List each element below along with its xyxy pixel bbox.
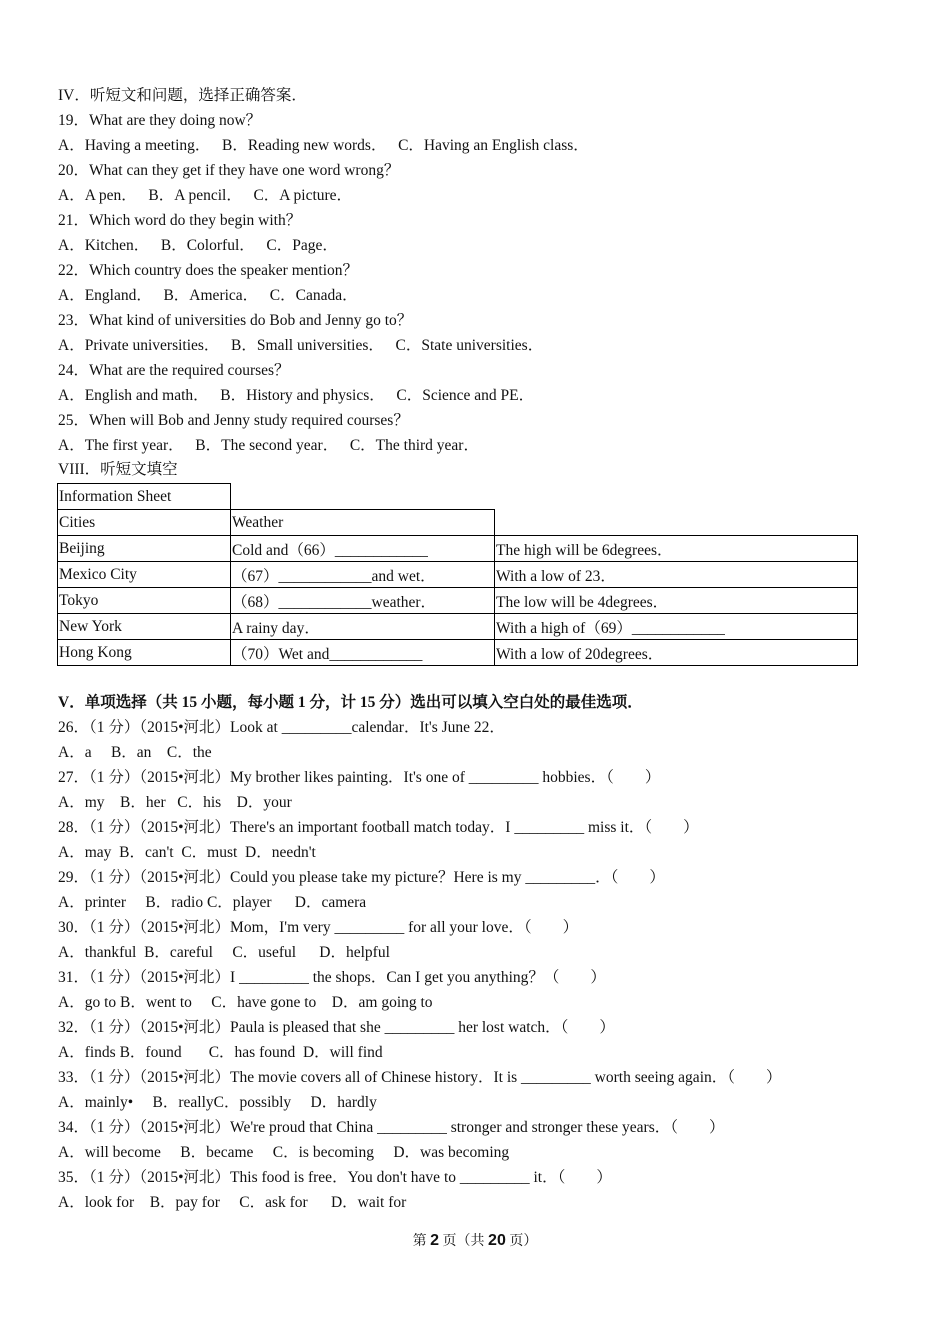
weather-cell: （67）____________and wet． bbox=[231, 562, 495, 588]
options-20: A．A pen． B．A pencil． C．A picture． bbox=[58, 187, 353, 204]
question-33: 33．（1 分）（2015•河北）The movie covers all of Chinese history．It is _________ worth seeing again．（ ） bbox=[58, 1069, 782, 1086]
question-20: 20．What can they get if they have one word wrong？ bbox=[58, 162, 400, 179]
city-cell: Tokyo bbox=[58, 588, 231, 614]
options-31: A．go to B．went to C．have gone to D．am going to bbox=[58, 994, 433, 1011]
city-cell: Hong Kong bbox=[58, 640, 231, 666]
table-row bbox=[58, 536, 858, 562]
options-21: A．Kitchen． B．Colorful． C．Page． bbox=[58, 237, 338, 254]
table-title-row bbox=[58, 484, 858, 510]
options-23: A．Private universities． B．Small universities． C．State universities． bbox=[58, 337, 544, 354]
table-header-row bbox=[58, 510, 858, 536]
question-32: 32．（1 分）（2015•河北）Paula is pleased that she _________ her lost watch．（ ） bbox=[58, 1019, 615, 1036]
question-26: 26．（1 分）（2015•河北）Look at _________calendar．It's June 22． bbox=[58, 719, 505, 736]
current-page-number: 2 bbox=[430, 1232, 440, 1249]
footer-middle: 页（共 bbox=[439, 1234, 489, 1249]
question-24: 24．What are the required courses？ bbox=[58, 362, 290, 379]
question-29: 29．（1 分）（2015•河北）Could you please take my picture？Here is my _________．（ ） bbox=[58, 869, 665, 886]
table-row bbox=[58, 640, 858, 666]
city-cell: Mexico City bbox=[58, 562, 231, 588]
options-29: A．printer B．radio C．player D．camera bbox=[58, 894, 367, 911]
question-27: 27．（1 分）（2015•河北）My brother likes painting．It's one of _________ hobbies．（ ） bbox=[58, 769, 661, 786]
table-title: Information Sheet bbox=[58, 484, 231, 510]
page-footer bbox=[0, 1230, 950, 1250]
options-30: A．thankful B．careful C．useful D．helpful bbox=[58, 944, 390, 961]
section-v-heading: V．单项选择（共 15 小题，每小题 1 分，计 15 分）选出可以填入空白处的最佳选项． bbox=[58, 694, 643, 711]
options-32: A．finds B．found C．has found D．will find bbox=[58, 1044, 383, 1061]
weather-cell: A rainy day． bbox=[231, 614, 495, 640]
options-34: A．will become B．became C．is becoming D．was becoming bbox=[58, 1144, 510, 1161]
question-30: 30．（1 分）（2015•河北）Mom，I'm very _________ for all your love．（ ） bbox=[58, 919, 579, 936]
options-24: A．English and math． B．History and physics． C．Science and PE． bbox=[58, 387, 535, 404]
question-31: 31．（1 分）（2015•河北）I _________ the shops．Can I get you anything？（ ） bbox=[58, 969, 606, 986]
options-22: A．England． B．America． C．Canada． bbox=[58, 287, 358, 304]
temperature-cell: The high will be 6degrees． bbox=[495, 536, 858, 562]
footer-prefix: 第 bbox=[412, 1234, 431, 1249]
question-22: 22．Which country does the speaker mention？ bbox=[58, 262, 359, 279]
options-33: A．mainly• B．reallyC．possibly D．hardly bbox=[58, 1094, 377, 1111]
table-row bbox=[58, 588, 858, 614]
total-page-number: 20 bbox=[488, 1232, 506, 1249]
question-23: 23．What kind of universities do Bob and Jenny go to？ bbox=[58, 312, 413, 329]
table-row bbox=[58, 562, 858, 588]
header-weather: Weather bbox=[231, 510, 495, 536]
city-cell: Beijing bbox=[58, 536, 231, 562]
options-27: A．my B．her C．his D．your bbox=[58, 794, 292, 811]
table-row bbox=[58, 614, 858, 640]
temperature-cell: The low will be 4degrees． bbox=[495, 588, 858, 614]
question-21: 21．Which word do they begin with？ bbox=[58, 212, 302, 229]
options-26: A．a B．an C．the bbox=[58, 744, 212, 761]
weather-cell: Cold and（66）____________ bbox=[231, 536, 495, 562]
options-35: A．look for B．pay for C．ask for D．wait for bbox=[58, 1194, 407, 1211]
question-19: 19．What are they doing now？ bbox=[58, 112, 262, 129]
city-cell: New York bbox=[58, 614, 231, 640]
header-cities: Cities bbox=[58, 510, 231, 536]
information-sheet-table bbox=[57, 483, 858, 666]
section-iv-heading: IV．听短文和问题，选择正确答案． bbox=[58, 87, 307, 104]
footer-suffix: 页） bbox=[505, 1234, 538, 1249]
temperature-cell: With a low of 20degrees． bbox=[495, 640, 858, 666]
weather-cell: （70）Wet and____________ bbox=[231, 640, 495, 666]
temperature-cell: With a high of（69）____________ bbox=[495, 614, 858, 640]
question-34: 34．（1 分）（2015•河北）We're proud that China _________ stronger and stronger these years．（ ） bbox=[58, 1119, 725, 1136]
options-19: A．Having a meeting． B．Reading new words． C．Having an English class． bbox=[58, 137, 589, 154]
options-25: A．The first year． B．The second year． C．The third year． bbox=[58, 437, 479, 454]
question-25: 25．When will Bob and Jenny study required courses？ bbox=[58, 412, 409, 429]
temperature-cell: With a low of 23． bbox=[495, 562, 858, 588]
options-28: A．may B．can't C．must D．needn't bbox=[58, 844, 316, 861]
question-35: 35．（1 分）（2015•河北）This food is free．You don't have to _________ it．（ ） bbox=[58, 1169, 612, 1186]
section-viii-heading: VIII．听短文填空 bbox=[58, 461, 178, 478]
question-28: 28．（1 分）（2015•河北）There's an important football match today．I _________ miss it．（ ） bbox=[58, 819, 699, 836]
weather-cell: （68）____________weather． bbox=[231, 588, 495, 614]
